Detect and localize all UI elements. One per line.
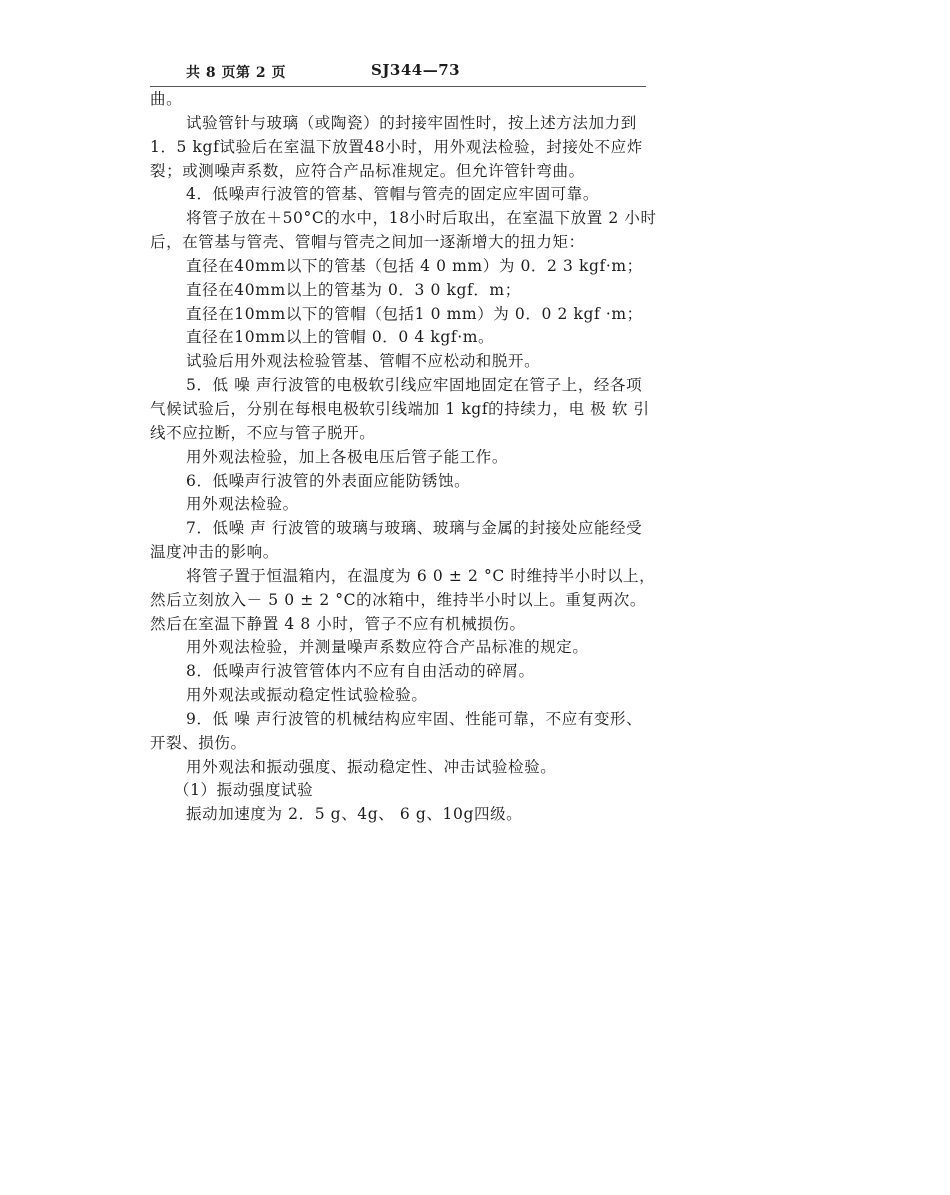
page-info: 共 8 页第 2 页 [186,65,286,81]
text-line: 试验后用外观法检验管基、管帽不应松动和脱开。 [186,352,541,371]
text-line: 将管子置于恒温箱内，在温度为 6 0 ± 2 °C 时维持半小时以上， [186,566,656,585]
text-line: 线不应拉断，不应与管子脱开。 [150,423,376,442]
text-line: 用外观法检验，加上各极电压后管子能工作。 [186,447,509,466]
text-line: 裂；或测噪声系数，应符合产品标准规定。但允许管针弯曲。 [150,161,585,180]
text-line: 7．低噪 声 行波管的玻璃与玻璃、玻璃与金属的封接处应能经受 [186,519,643,538]
text-line: 6．低噪声行波管的外表面应能防锈蚀。 [186,471,471,490]
text-line: 4．低噪声行波管的管基、管帽与管壳的固定应牢固可靠。 [186,185,599,204]
text-line: 然后立刻放入－ 5 0 ± 2 °C的冰箱中，维持半小时以上。重复两次。 [150,590,646,609]
text-line: 曲。 [150,90,183,108]
page-header [186,62,646,86]
text-line: 温度冲击的影响。 [150,543,279,562]
standard-code: SJ344—73 [371,61,461,79]
text-line: 后，在管基与管壳、管帽与管壳之间加一逐渐增大的扭力矩： [150,233,585,252]
text-line: 用外观法检验。 [186,495,299,514]
text-line: 然后在室温下静置 4 8 小时，管子不应有机械损伤。 [150,614,526,633]
header-rule [150,86,646,87]
text-line: 8．低噪声行波管管体内不应有自由活动的碎屑。 [186,662,535,681]
text-line: 5．低 噪 声行波管的电极软引线应牢固地固定在管子上，经各项 [186,376,643,395]
text-line: 用外观法和振动强度、振动稳定性、冲击试验检验。 [186,757,557,776]
body-text [150,88,670,827]
text-line: 直径在40mm以下的管基（包括 4 0 mm）为 0．2 3 kgf·m； [186,256,643,275]
text-line: 用外观法检验，并测量噪声系数应符合产品标准的规定。 [186,638,589,657]
text-line: 9．低 噪 声行波管的机械结构应牢固、性能可靠，不应有变形、 [186,709,643,728]
text-line: 将管子放在＋50°C的水中，18小时后取出，在室温下放置 2 小时 [186,209,657,228]
text-line: 直径在10mm以下的管帽（包括1 0 mm）为 0．0 2 kgf ·m； [186,304,643,323]
text-line: 振动加速度为 2．5 g、4g、 6 g、10g四级。 [186,805,523,824]
text-line: （1）振动强度试验 [174,781,314,800]
text-line: 1．5 kgf试验后在室温下放置48小时，用外观法检验，封接处不应炸 [150,137,643,156]
text-line: 直径在40mm以上的管基为 0．3 0 kgf．m； [186,280,521,299]
text-line: 试验管针与玻璃（或陶瓷）的封接牢固性时，按上述方法加力到 [186,113,637,132]
text-line: 用外观法或振动稳定性试验检验。 [186,686,428,705]
text-line: 气候试验后，分别在每根电极软引线端加 1 kgf的持续力，电 极 软 引 [150,399,650,418]
text-line: 开裂、损伤。 [150,733,247,752]
text-line: 直径在10mm以上的管帽 0．0 4 kgf·m。 [186,328,495,347]
